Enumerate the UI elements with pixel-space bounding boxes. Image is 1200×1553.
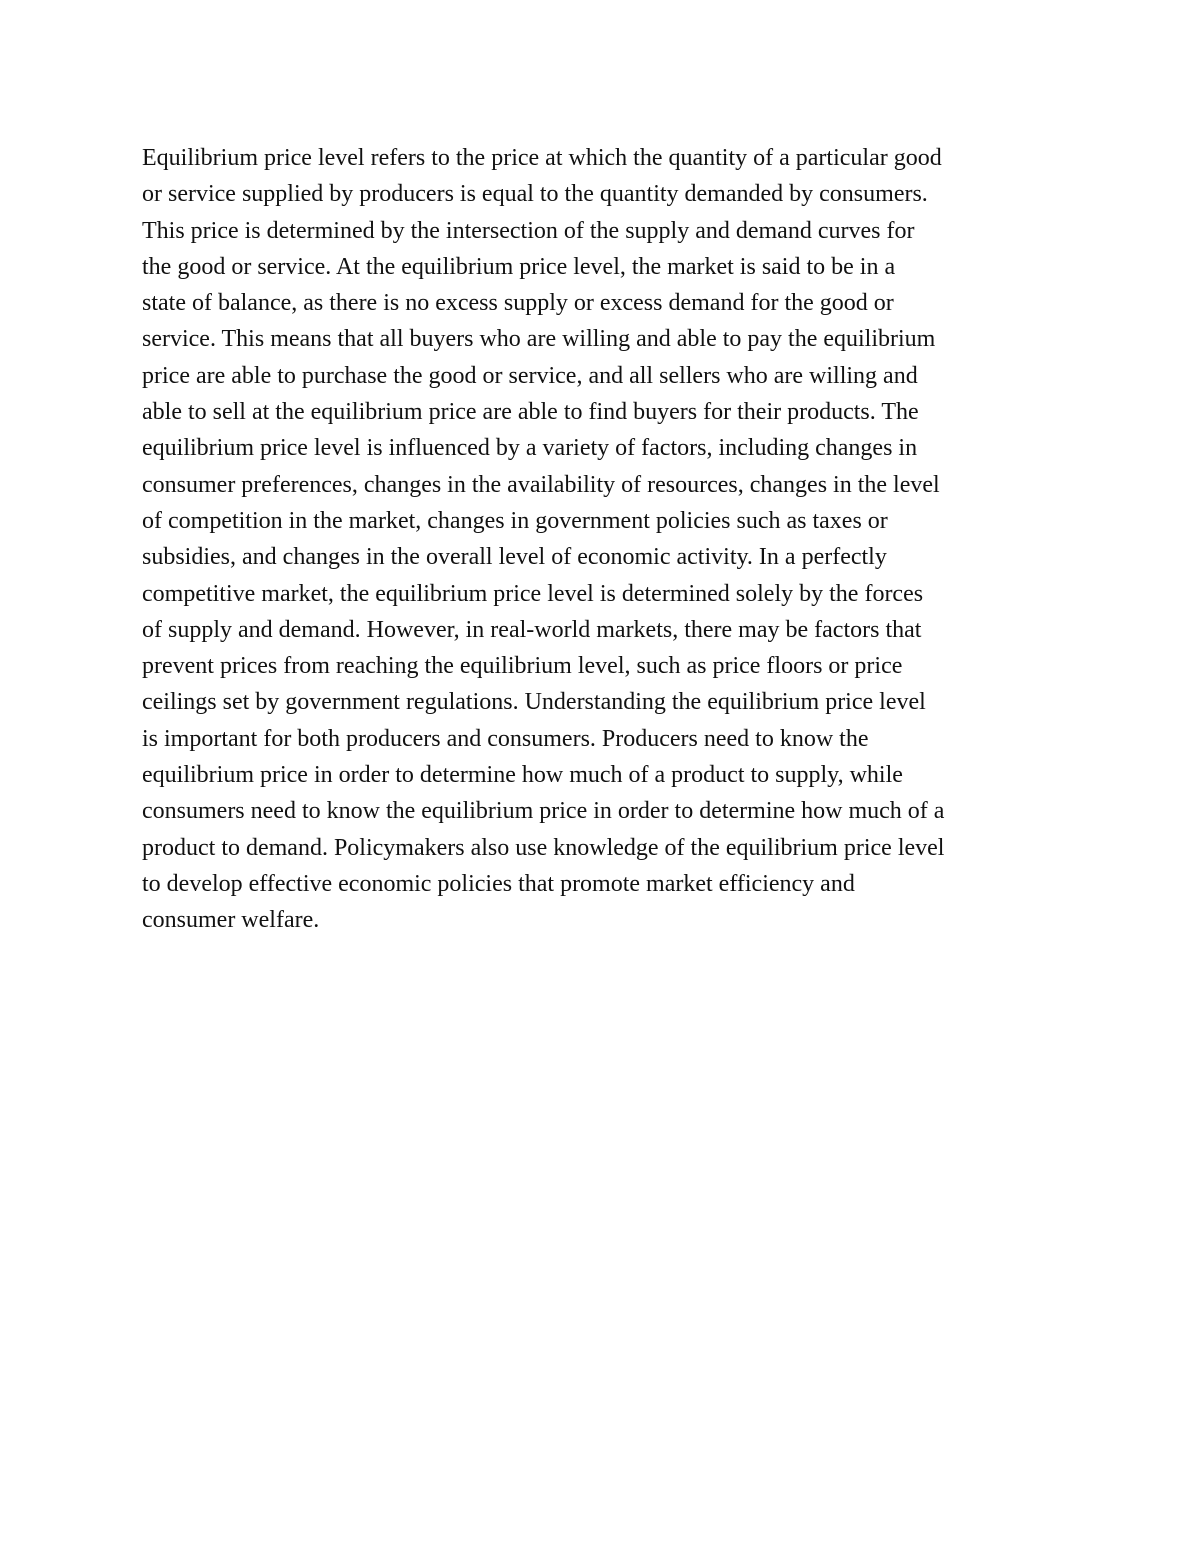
paragraph-line: product to demand. Policymakers also use knowledge of the equilibrium price level bbox=[142, 834, 945, 861]
paragraph-line: consumer welfare. bbox=[142, 907, 320, 934]
paragraph-line: equilibrium price in order to determine how much of a product to supply, while bbox=[142, 762, 903, 789]
paragraph-line: able to sell at the equilibrium price are able to find buyers for their products. The bbox=[142, 399, 919, 426]
paragraph-line: to develop effective economic policies that promote market efficiency and bbox=[142, 870, 855, 897]
paragraph-line: of supply and demand. However, in real-world markets, there may be factors that bbox=[142, 616, 922, 643]
paragraph-line: competitive market, the equilibrium price level is determined solely by the forces bbox=[142, 580, 924, 607]
paragraph-line: ceilings set by government regulations. Understanding the equilibrium price level bbox=[142, 689, 926, 716]
paragraph-line: is important for both producers and consumers. Producers need to know the bbox=[142, 725, 869, 752]
paragraph-line: prevent prices from reaching the equilibrium level, such as price floors or price bbox=[142, 653, 903, 680]
paragraph-line: Equilibrium price level refers to the price at which the quantity of a particular good bbox=[142, 145, 942, 171]
paragraph-line: This price is determined by the intersection of the supply and demand curves for bbox=[142, 217, 915, 244]
paragraph-line: service. This means that all buyers who are willing and able to pay the equilibrium bbox=[142, 326, 936, 353]
paragraph-line: consumers need to know the equilibrium price in order to determine how much of a bbox=[142, 798, 945, 825]
paragraph-line: price are able to purchase the good or service, and all sellers who are willing and bbox=[142, 362, 918, 389]
paragraph-line: of competition in the market, changes in government policies such as taxes or bbox=[142, 507, 888, 534]
paragraph-line: equilibrium price level is influenced by a variety of factors, including changes in bbox=[142, 435, 918, 462]
paragraph-line: consumer preferences, changes in the availability of resources, changes in the level bbox=[142, 471, 940, 498]
paragraph-line: state of balance, as there is no excess supply or excess demand for the good or bbox=[142, 290, 894, 317]
paragraph-line: the good or service. At the equilibrium price level, the market is said to be in a bbox=[142, 253, 896, 280]
body-paragraph bbox=[142, 140, 1072, 939]
paragraph-line: or service supplied by producers is equal to the quantity demanded by consumers. bbox=[142, 181, 928, 208]
paragraph-line: subsidies, and changes in the overall level of economic activity. In a perfectly bbox=[142, 544, 887, 571]
